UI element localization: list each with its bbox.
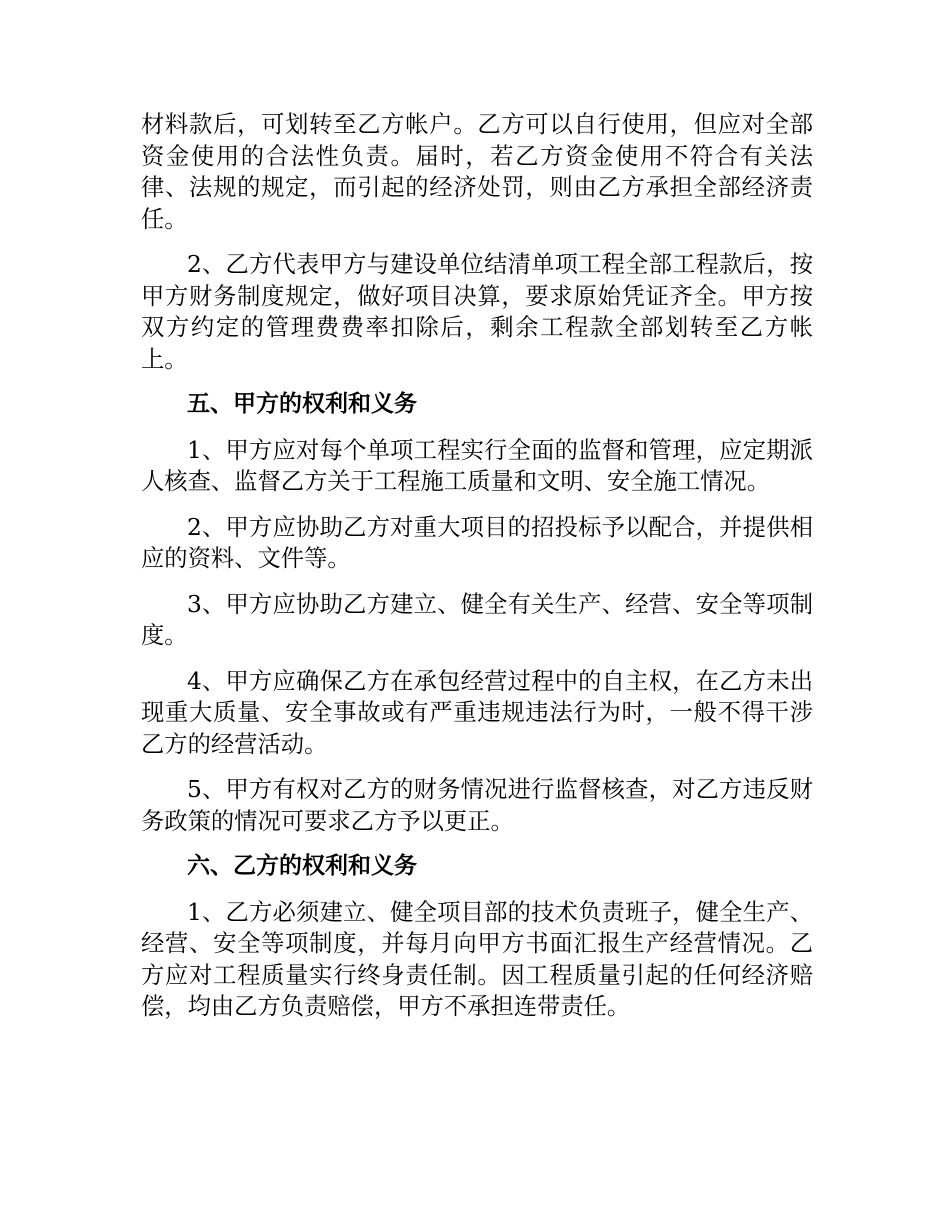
section-heading-party-b-rights: 六、乙方的权利和义务 xyxy=(187,853,417,879)
paragraph-material-payment: 材料款后，可划转至乙方帐户。乙方可以自行使用，但应对全部资金使用的合法性负责。届时，若乙方资金使用不符合有关法律、法规的规定，而引起的经济处罚，则由乙方承担全部经济责任。 xyxy=(141,111,813,233)
paragraph-b-item-1: 1、乙方必须建立、健全项目部的技术负责班子，健全生产、经营、安全等项制度，并每月向甲方书面汇报生产经营情况。乙方应对工程质量实行终身责任制。因工程质量引起的任何经济赔偿，均由乙方负责赔偿，甲方不承担连带责任。 xyxy=(141,898,813,1020)
paragraph-a-item-5: 5、甲方有权对乙方的财务情况进行监督核查，对乙方违反财务政策的情况可要求乙方予以更正。 xyxy=(141,776,813,835)
paragraph-a-item-1: 1、甲方应对每个单项工程实行全面的监督和管理，应定期派人核查、监督乙方关于工程施工质量和文明、安全施工情况。 xyxy=(141,436,813,495)
paragraph-settlement: 2、乙方代表甲方与建设单位结清单项工程全部工程款后，按甲方财务制度规定，做好项目决算，要求原始凭证齐全。甲方按双方约定的管理费费率扣除后，剩余工程款全部划转至乙方帐上。 xyxy=(141,251,813,373)
paragraph-a-item-2: 2、甲方应协助乙方对重大项目的招投标予以配合，并提供相应的资料、文件等。 xyxy=(141,513,813,572)
section-heading-party-a-rights: 五、甲方的权利和义务 xyxy=(187,391,417,417)
paragraph-a-item-4: 4、甲方应确保乙方在承包经营过程中的自主权，在乙方未出现重大质量、安全事故或有严重违规违法行为时，一般不得干涉乙方的经营活动。 xyxy=(141,667,813,758)
document-body xyxy=(141,109,813,1037)
paragraph-a-item-3: 3、甲方应协助乙方建立、健全有关生产、经营、安全等项制度。 xyxy=(141,590,813,649)
